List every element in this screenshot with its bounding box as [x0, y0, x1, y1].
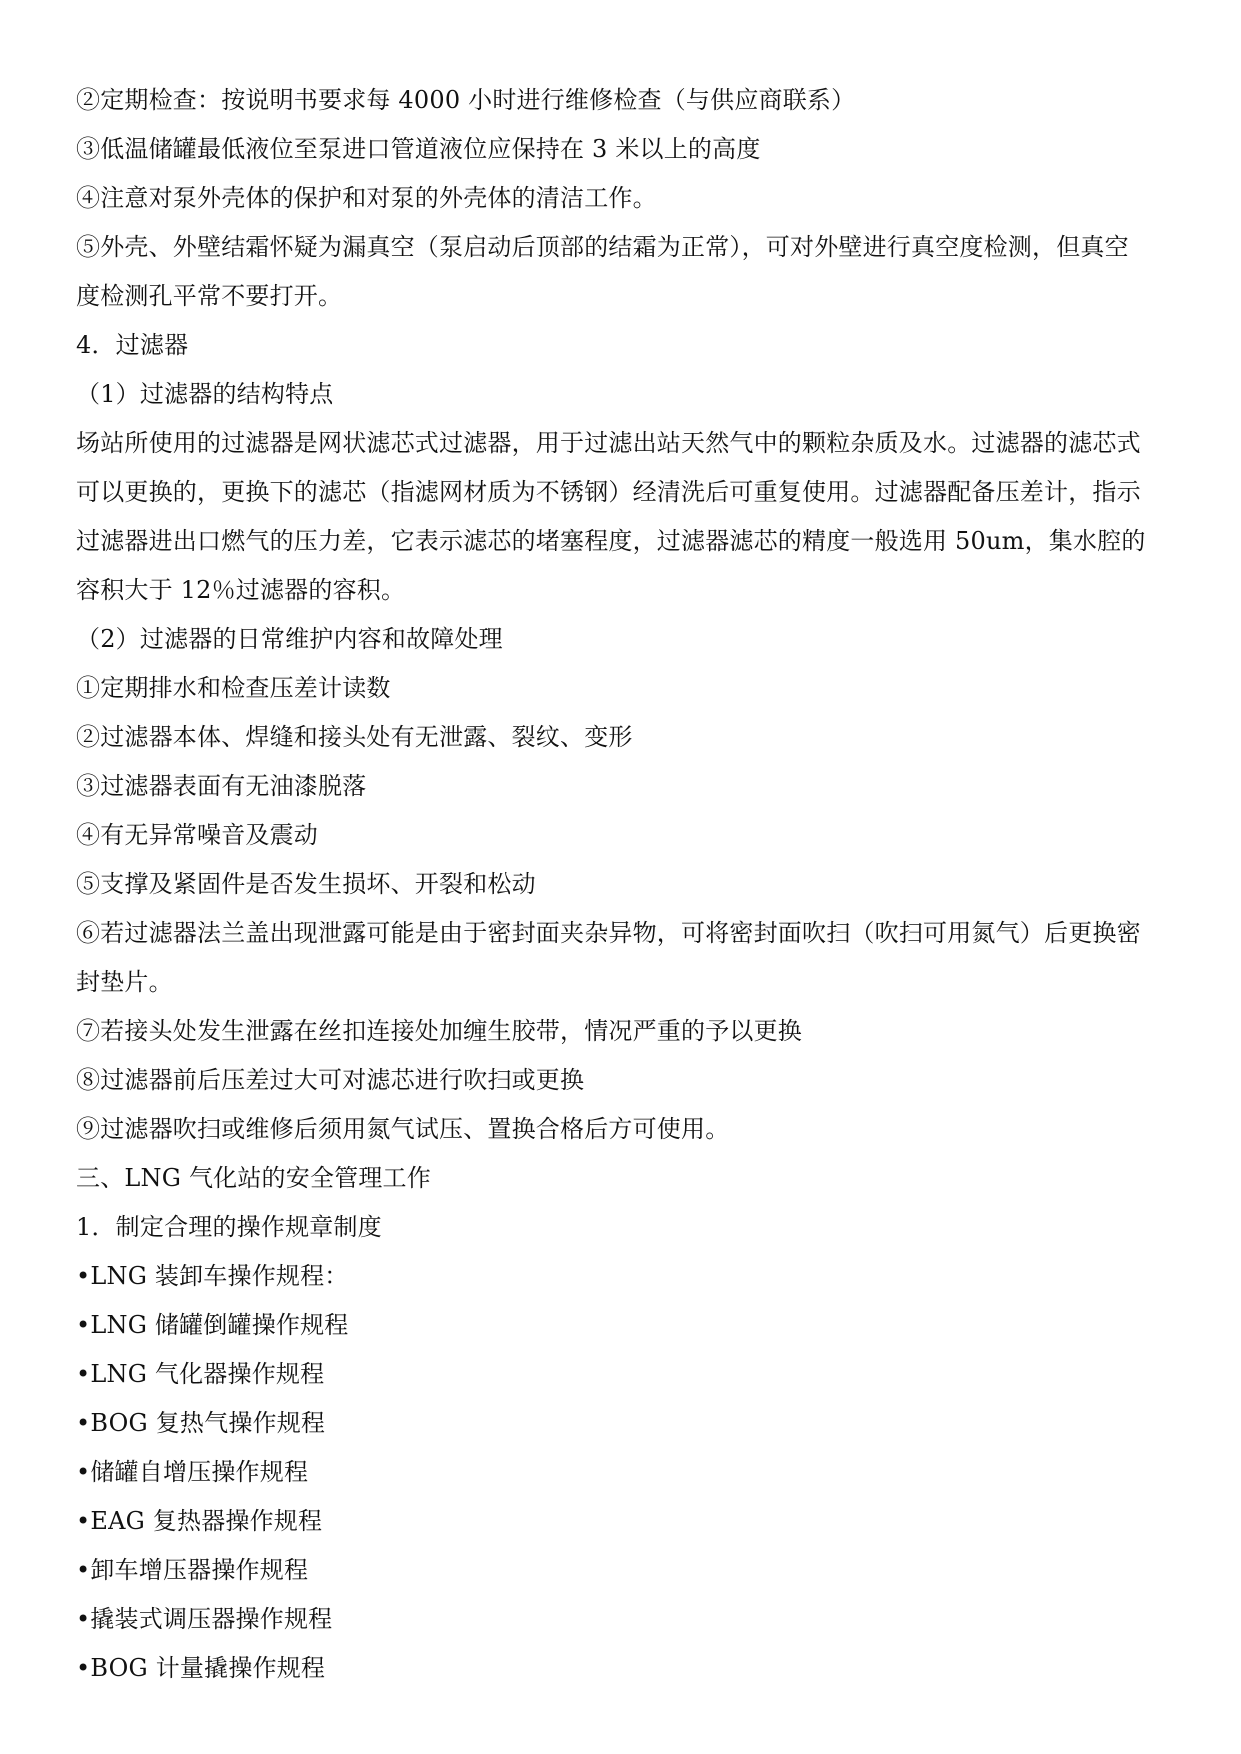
list-item: ①定期排水和检查压差计读数 — [76, 674, 391, 702]
list-item: ②过滤器本体、焊缝和接头处有无泄露、裂纹、变形 — [76, 723, 633, 751]
list-item: ⑤支撑及紧固件是否发生损坏、开裂和松动 — [76, 870, 536, 898]
bullet-item: •LNG 装卸车操作规程： — [76, 1262, 349, 1290]
text-line: 可以更换的，更换下的滤芯（指滤网材质为不锈钢）经清洗后可重复使用。过滤器配备压差计，指示 — [76, 478, 1141, 506]
bullet-item: •BOG 计量撬操作规程 — [76, 1654, 326, 1682]
text-line: ②定期检查：按说明书要求每 4000 小时进行维修检查（与供应商联系） — [76, 86, 856, 114]
text-line: 场站所使用的过滤器是网状滤芯式过滤器，用于过滤出站天然气中的颗粒杂质及水。过滤器的滤芯式 — [76, 429, 1141, 457]
bullet-item: •EAG 复热器操作规程 — [76, 1507, 323, 1535]
bullet-item: •卸车增压器操作规程 — [76, 1556, 309, 1584]
bullet-item: •撬装式调压器操作规程 — [76, 1605, 333, 1633]
section-heading: 4．过滤器 — [76, 331, 189, 359]
document-body — [76, 80, 1168, 1697]
text-line: 过滤器进出口燃气的压力差，它表示滤芯的堵塞程度，过滤器滤芯的精度一般选用 50um，集水腔的 — [76, 527, 1146, 555]
bullet-item: •LNG 储罐倒罐操作规程 — [76, 1311, 349, 1339]
section-heading: 1．制定合理的操作规章制度 — [76, 1213, 382, 1241]
subsection-heading: （2）过滤器的日常维护内容和故障处理 — [76, 625, 503, 653]
bullet-item: •储罐自增压操作规程 — [76, 1458, 309, 1486]
list-item: ⑥若过滤器法兰盖出现泄露可能是由于密封面夹杂异物，可将密封面吹扫（吹扫可用氮气）后更换密 — [76, 919, 1141, 947]
subsection-heading: （1）过滤器的结构特点 — [76, 380, 334, 408]
text-line: ④注意对泵外壳体的保护和对泵的外壳体的清洁工作。 — [76, 184, 657, 212]
list-item: ⑦若接头处发生泄露在丝扣连接处加缠生胶带，情况严重的予以更换 — [76, 1017, 802, 1045]
chapter-heading: 三、LNG 气化站的安全管理工作 — [76, 1164, 431, 1192]
list-item: ⑧过滤器前后压差过大可对滤芯进行吹扫或更换 — [76, 1066, 585, 1094]
list-item: ⑨过滤器吹扫或维修后须用氮气试压、置换合格后方可使用。 — [76, 1115, 730, 1143]
text-line: 容积大于 12％过滤器的容积。 — [76, 576, 406, 604]
text-line: ⑤外壳、外壁结霜怀疑为漏真空（泵启动后顶部的结霜为正常），可对外壁进行真空度检测，但真空 — [76, 233, 1129, 261]
text-line: ③低温储罐最低液位至泵进口管道液位应保持在 3 米以上的高度 — [76, 135, 761, 163]
text-line: 度检测孔平常不要打开。 — [76, 282, 343, 310]
list-item: ③过滤器表面有无油漆脱落 — [76, 772, 367, 800]
list-item: ④有无异常噪音及震动 — [76, 821, 318, 849]
list-item-continuation: 封垫片。 — [76, 968, 173, 996]
bullet-item: •BOG 复热气操作规程 — [76, 1409, 326, 1437]
bullet-item: •LNG 气化器操作规程 — [76, 1360, 325, 1388]
